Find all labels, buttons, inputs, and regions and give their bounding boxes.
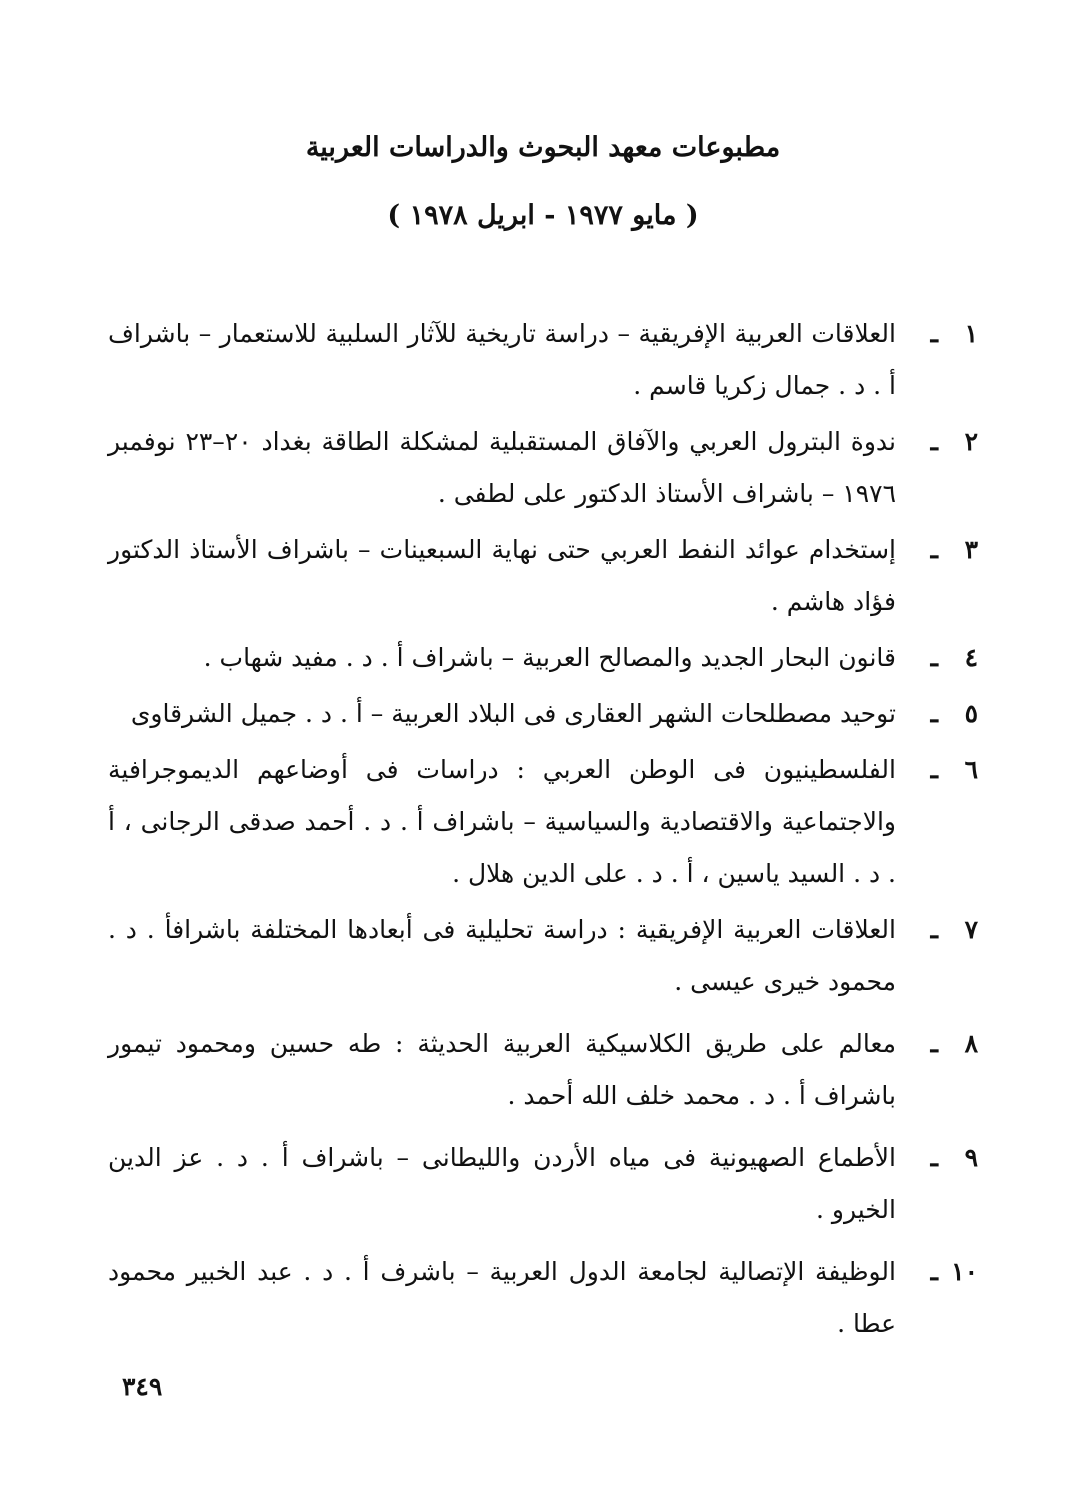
item-text: معالم على طريق الكلاسيكية العربية الحديثة : طه حسين ومحمود تيمور باشراف أ . د . محمد خلف الله أحمد .	[108, 1029, 896, 1110]
list-item	[108, 1132, 978, 1236]
item-number: ١	[964, 319, 978, 348]
item-text: العلاقات العربية الإفريقية : دراسة تحليلية فى أبعادها المختلفة باشرافأ . د . محمود خيرى عيسى .	[108, 915, 896, 996]
list-item	[108, 1246, 978, 1350]
item-number: ٩	[964, 1143, 978, 1172]
list-item	[108, 632, 978, 684]
page-subtitle: ( مايو ١٩٧٧ - ابريل ١٩٧٨ )	[387, 200, 699, 231]
item-dash: ـ	[930, 1029, 938, 1058]
item-text: ندوة البترول العربي والآفاق المستقبلية لمشكلة الطاقة بغداد ٢٠–٢٣ نوفمبر ١٩٧٦ – باشراف الأستاذ الدكتور على لطفى .	[108, 427, 897, 508]
item-text: العلاقات العربية الإفريقية – دراسة تاريخية للآثار السلبية للاستعمار – باشراف أ . د . جمال زكريا قاسم .	[108, 319, 896, 400]
item-dash: ـ	[930, 1143, 938, 1172]
item-number: ٤	[964, 643, 978, 672]
list-item	[108, 524, 978, 628]
list-item	[108, 744, 978, 900]
item-dash: ـ	[930, 1257, 938, 1286]
item-number: ٧	[964, 915, 978, 944]
item-text: إستخدام عوائد النفط العربي حتى نهاية السبعينات – باشراف الأستاذ الدكتور فؤاد هاشم .	[108, 535, 896, 616]
item-number: ٣	[964, 535, 978, 564]
item-text: قانون البحار الجديد والمصالح العربية – باشراف أ . د . مفيد شهاب .	[203, 643, 896, 672]
page-title: مطبوعات معهد البحوث والدراسات العربية	[305, 132, 781, 163]
item-number: ١٠	[951, 1257, 978, 1286]
item-dash: ـ	[930, 643, 938, 672]
item-text: الوظيفة الإتصالية لجامعة الدول العربية – باشرف أ . د . عبد الخبير محمود عطا .	[108, 1257, 896, 1338]
list-item	[108, 308, 978, 412]
item-text: الفلسطينيون فى الوطن العربي : دراسات فى أوضاعهم الديموجرافية والاجتماعية والاقتصادية والسياسية – باشراف أ . د . أحمد صدقى الرجانى ، أ . د . السيد ياسين ، أ . د . على الدين هلال .	[108, 755, 896, 888]
item-number: ٦	[964, 755, 978, 784]
item-number: ٨	[964, 1029, 978, 1058]
list-item	[108, 416, 978, 520]
list-item	[108, 904, 978, 1008]
list-item	[108, 688, 978, 740]
item-number: ٢	[964, 427, 978, 456]
item-dash: ـ	[930, 915, 938, 944]
item-number: ٥	[964, 699, 978, 728]
item-text: توحيد مصطلحات الشهر العقارى فى البلاد العربية – أ . د . جميل الشرقاوى	[130, 699, 896, 728]
item-text: الأطماع الصهيونية فى مياه الأردن والليطانى – باشراف أ . د . عز الدين الخيرو .	[108, 1143, 896, 1224]
item-dash: ـ	[930, 319, 938, 348]
item-dash: ـ	[930, 427, 938, 456]
item-dash: ـ	[930, 699, 938, 728]
item-dash: ـ	[930, 755, 938, 784]
list-item	[108, 1018, 978, 1122]
page-number: ٣٤٩	[122, 1372, 163, 1401]
publication-list	[108, 308, 978, 1354]
item-dash: ـ	[930, 535, 938, 564]
